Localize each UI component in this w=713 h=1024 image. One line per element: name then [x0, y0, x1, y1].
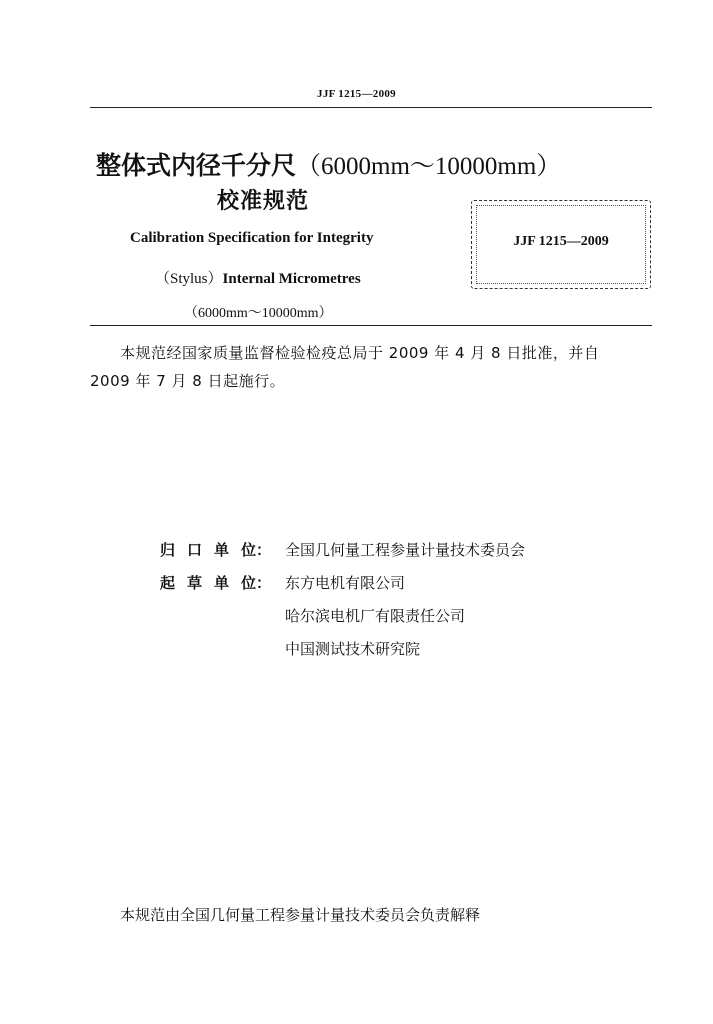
english-title-paren: （Stylus）: [155, 271, 223, 287]
label-char: 单: [214, 541, 230, 559]
label-char: 起: [160, 574, 176, 592]
chinese-title-line-2: 校准规范: [217, 189, 310, 214]
drafting-unit-1: 东方电机有限公司: [285, 574, 406, 592]
chinese-title-line-1: [96, 146, 561, 182]
drafting-unit-2: 哈尔滨电机厂有限责任公司: [285, 607, 466, 625]
label-char: 归: [160, 541, 176, 559]
title-divider: [90, 325, 652, 326]
responsible-unit-value: 全国几何量工程参量计量技术委员会: [285, 541, 526, 559]
chinese-title-main: 整体式内径千分尺: [96, 151, 297, 180]
responsible-unit-label: [160, 539, 272, 560]
english-title-line-2: [155, 267, 361, 288]
standard-code-header: JJF 1215—2009: [317, 88, 396, 100]
english-title-line-1: Calibration Specification for Integrity: [130, 230, 374, 246]
label-char: 位：: [241, 574, 272, 592]
label-char: 位：: [241, 541, 272, 559]
english-title-range: （6000mm～10000mm）: [184, 306, 333, 321]
approval-text-line-2: 2009 年 7 月 8 日起施行。: [90, 372, 286, 390]
chinese-title-range: （6000mm～10000mm）: [296, 153, 562, 180]
approval-text-line-1: 本规范经国家质量监督检验检疫总局于 2009 年 4 月 8 日批准，并自: [120, 344, 600, 362]
standard-code-box-text: JJF 1215—2009: [513, 234, 609, 249]
header-divider: [90, 107, 652, 108]
drafting-unit-3: 中国测试技术研究院: [285, 640, 421, 658]
english-title-rest: Internal Micrometres: [222, 271, 361, 287]
interpretation-note: 本规范由全国几何量工程参量计量技术委员会负责解释: [120, 906, 481, 924]
label-char: 草: [187, 574, 203, 592]
drafting-unit-label: [160, 572, 272, 593]
label-char: 单: [214, 574, 230, 592]
label-char: 口: [187, 541, 203, 559]
